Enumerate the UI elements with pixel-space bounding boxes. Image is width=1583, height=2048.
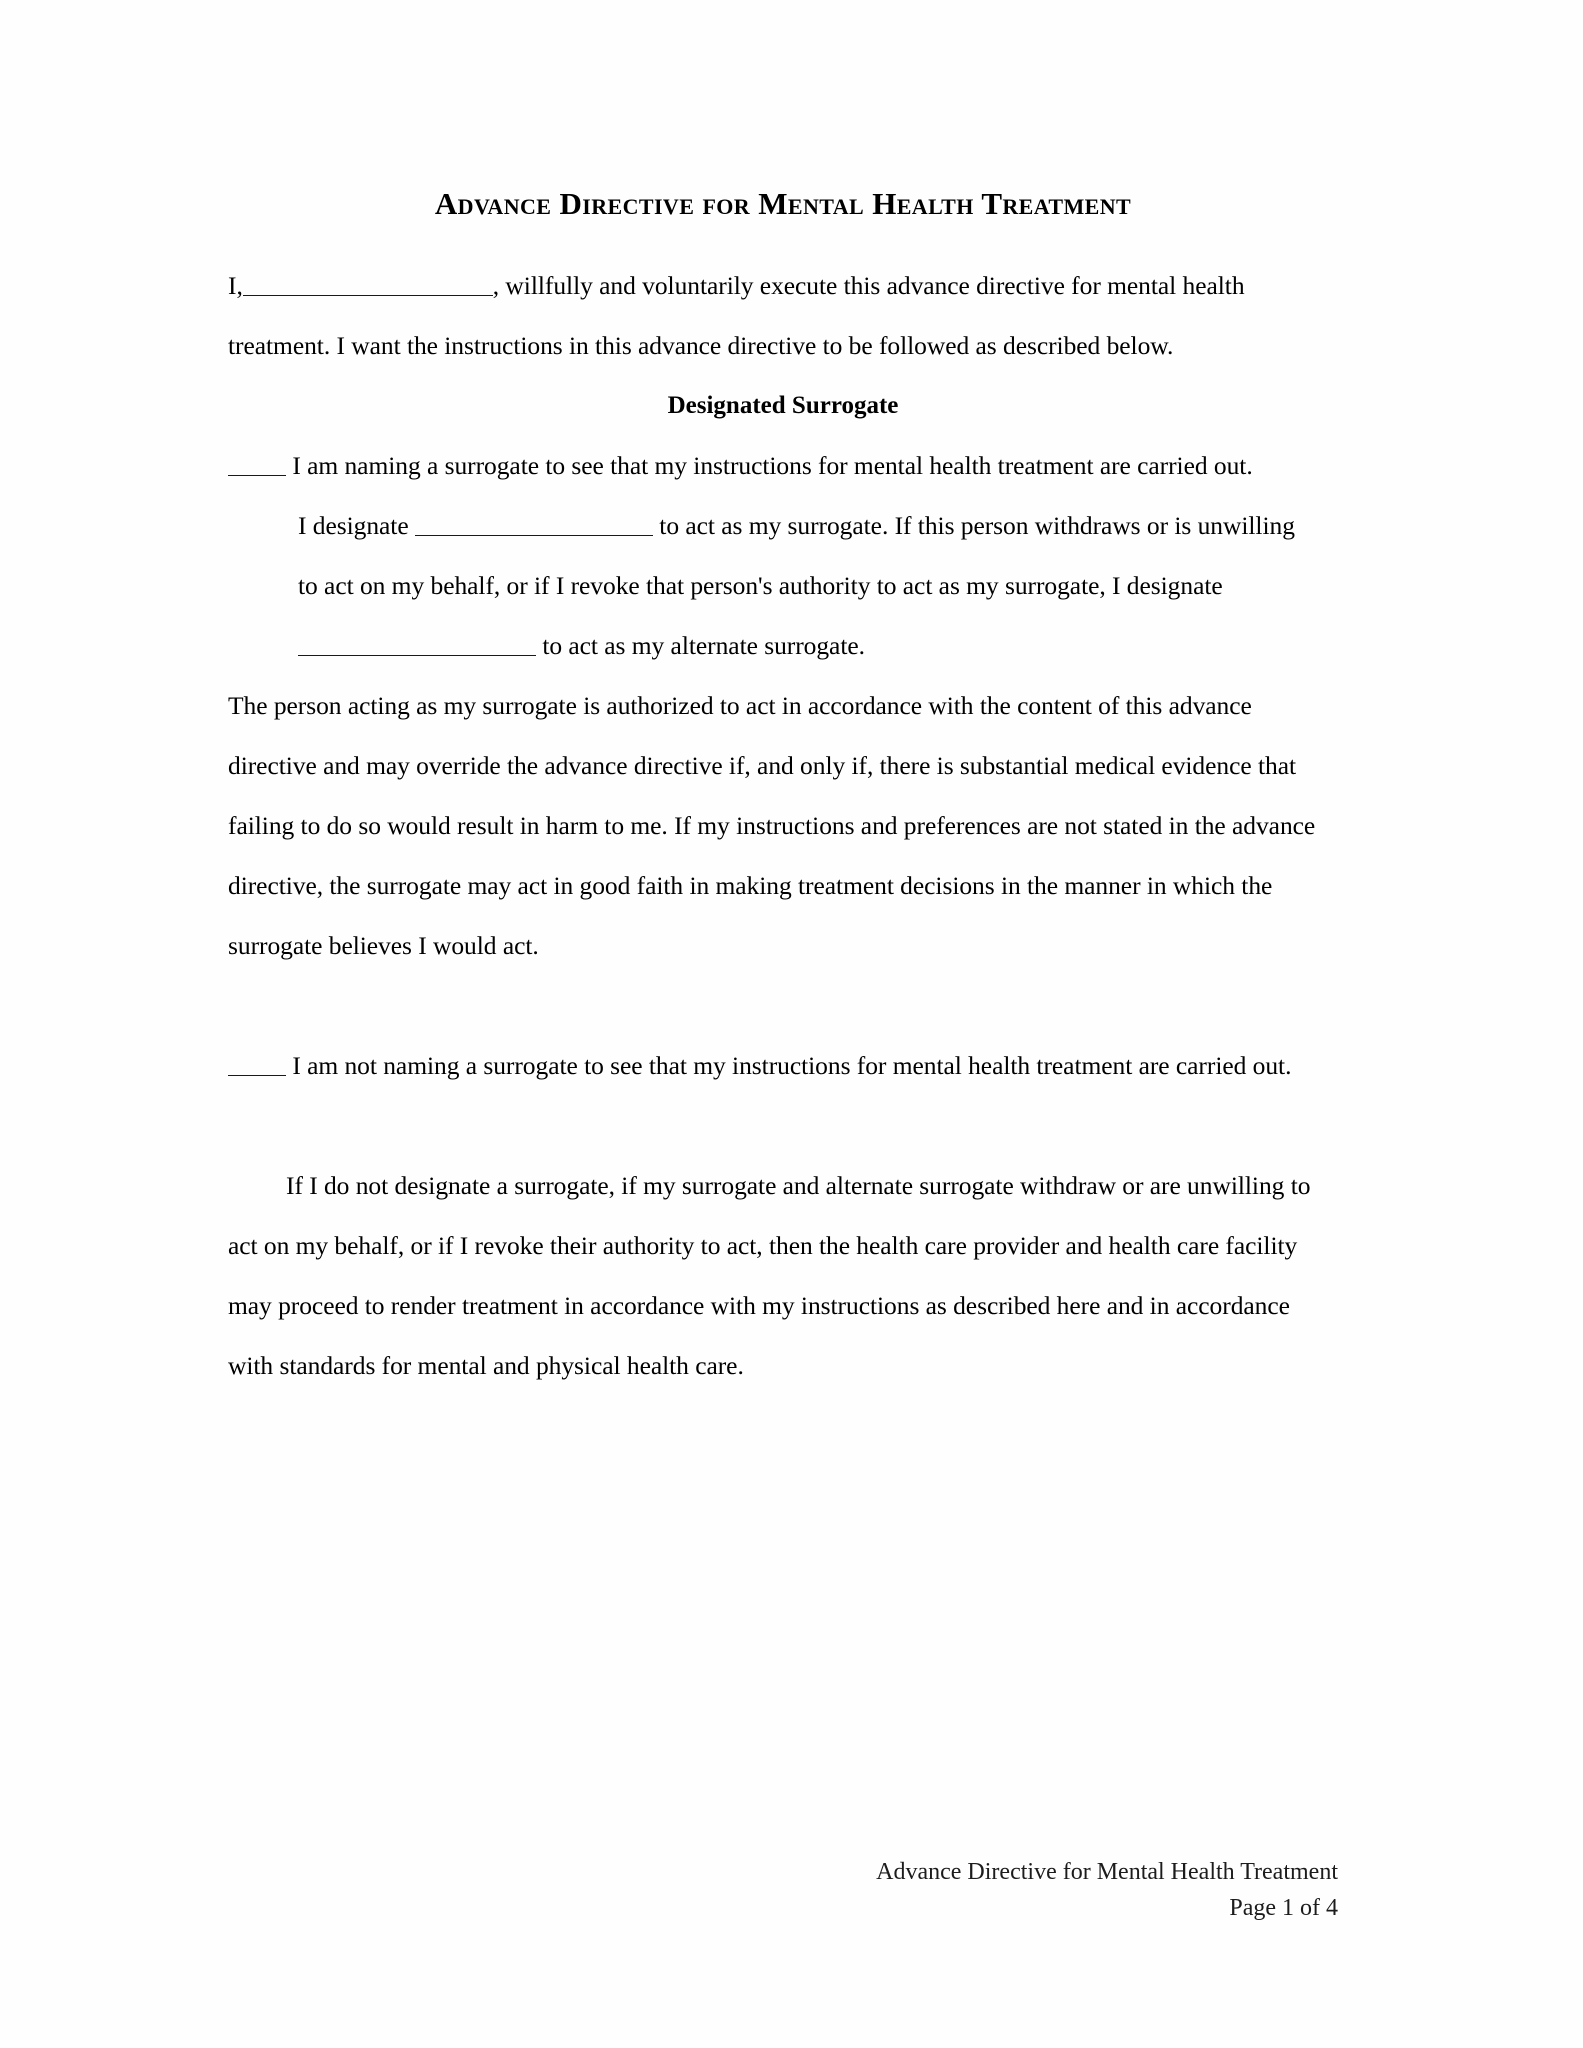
document-content (228, 186, 1338, 1396)
page-title: Advance Directive for Mental Health Treatment (434, 186, 1132, 221)
not-naming-surrogate-checkbox-blank[interactable] (228, 1051, 286, 1076)
not-naming-surrogate-option-text: I am not naming a surrogate to see that my instructions for mental health treatment are carried out. (292, 1050, 1292, 1080)
paragraph-spacer (228, 976, 1338, 1036)
opening-line-2-text: mental health treatment. I want the instructions in this advance directive to be followed (228, 270, 1245, 360)
footer-page-number: Page 1 of 4 (1229, 1895, 1338, 1921)
designate-pre-text: I designate (298, 510, 409, 540)
no-surrogate-paragraph: If I do not designate a surrogate, if my surrogate and alternate surrogate withdraw or are unwilling to act on my behalf, or if I revoke their authority to act, then the health care provider and health care facility may proceed to render treatment in accordance with my instructions as described here and in accordance with standards for mental and physical health care. (228, 1170, 1311, 1380)
paragraph-spacer-2 (228, 1096, 1338, 1156)
designate-surrogate-paragraph (298, 496, 1298, 676)
surrogate-name-blank-field[interactable] (415, 511, 653, 536)
opening-lead-text: I, (228, 270, 243, 300)
alternate-surrogate-name-blank-field[interactable] (298, 631, 536, 656)
opening-paragraph (228, 256, 1338, 376)
opening-after-blank-text: , willfully and voluntarily execute this advance directive for (492, 270, 1101, 300)
opening-line-3-text: as described below. (975, 330, 1174, 360)
designate-post-text: to act as my alternate surrogate. (542, 630, 865, 660)
naming-surrogate-option (228, 436, 1338, 496)
naming-surrogate-checkbox-blank[interactable] (228, 451, 286, 476)
footer-title: Advance Directive for Mental Health Treatment (876, 1859, 1338, 1885)
page-footer (876, 1854, 1338, 1926)
section-heading-designated-surrogate: Designated Surrogate (667, 391, 899, 419)
surrogate-authority-paragraph: The person acting as my surrogate is authorized to act in accordance with the content of this advance directive and may override the advance directive if, and only if, there is substantial medical evidence that failing to do so would result in harm to me. If my instructions and preferences are not stated in the advance directive, the surrogate may act in good faith in making treatment decisions in the manner in which the surrogate believes I would act. (228, 690, 1316, 960)
naming-surrogate-option-text: I am naming a surrogate to see that my instructions for mental health treatment are carried out. (292, 450, 1253, 480)
name-blank-field[interactable] (243, 271, 493, 296)
not-naming-surrogate-option (228, 1036, 1338, 1096)
designate-mid-text: to act as my surrogate. If this person withdraws or is unwilling to act on my behalf, or if I revoke that person's authority to act as my surrogate, I designate (298, 510, 1295, 600)
